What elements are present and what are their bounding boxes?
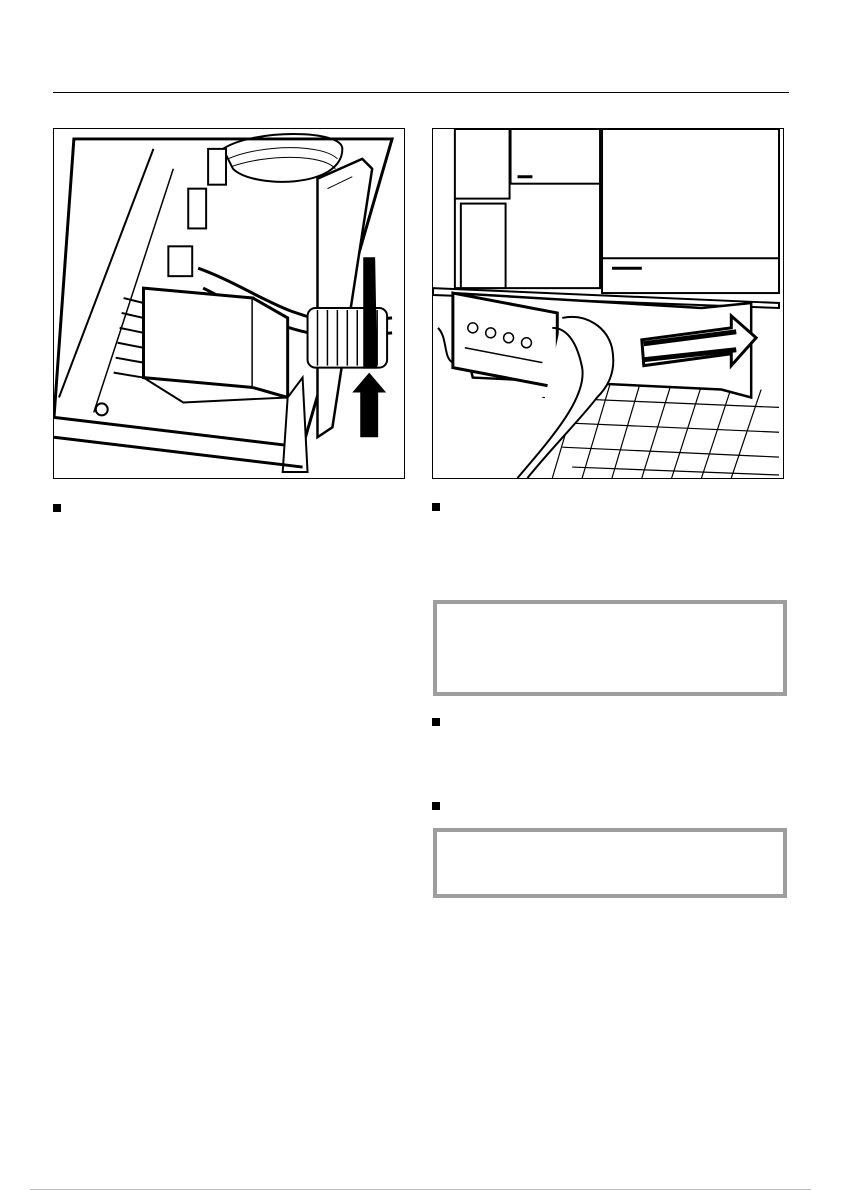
note-box [433,600,787,696]
step-bullet [432,503,440,511]
note-box [433,828,787,898]
cable-clamp-illustration [53,128,405,479]
drawer-insert-illustration [432,128,784,479]
footer-rule [30,1189,811,1190]
step-bullet [432,802,440,810]
step-bullet [432,718,440,726]
step-bullet [53,504,61,512]
header-rule [53,92,789,93]
